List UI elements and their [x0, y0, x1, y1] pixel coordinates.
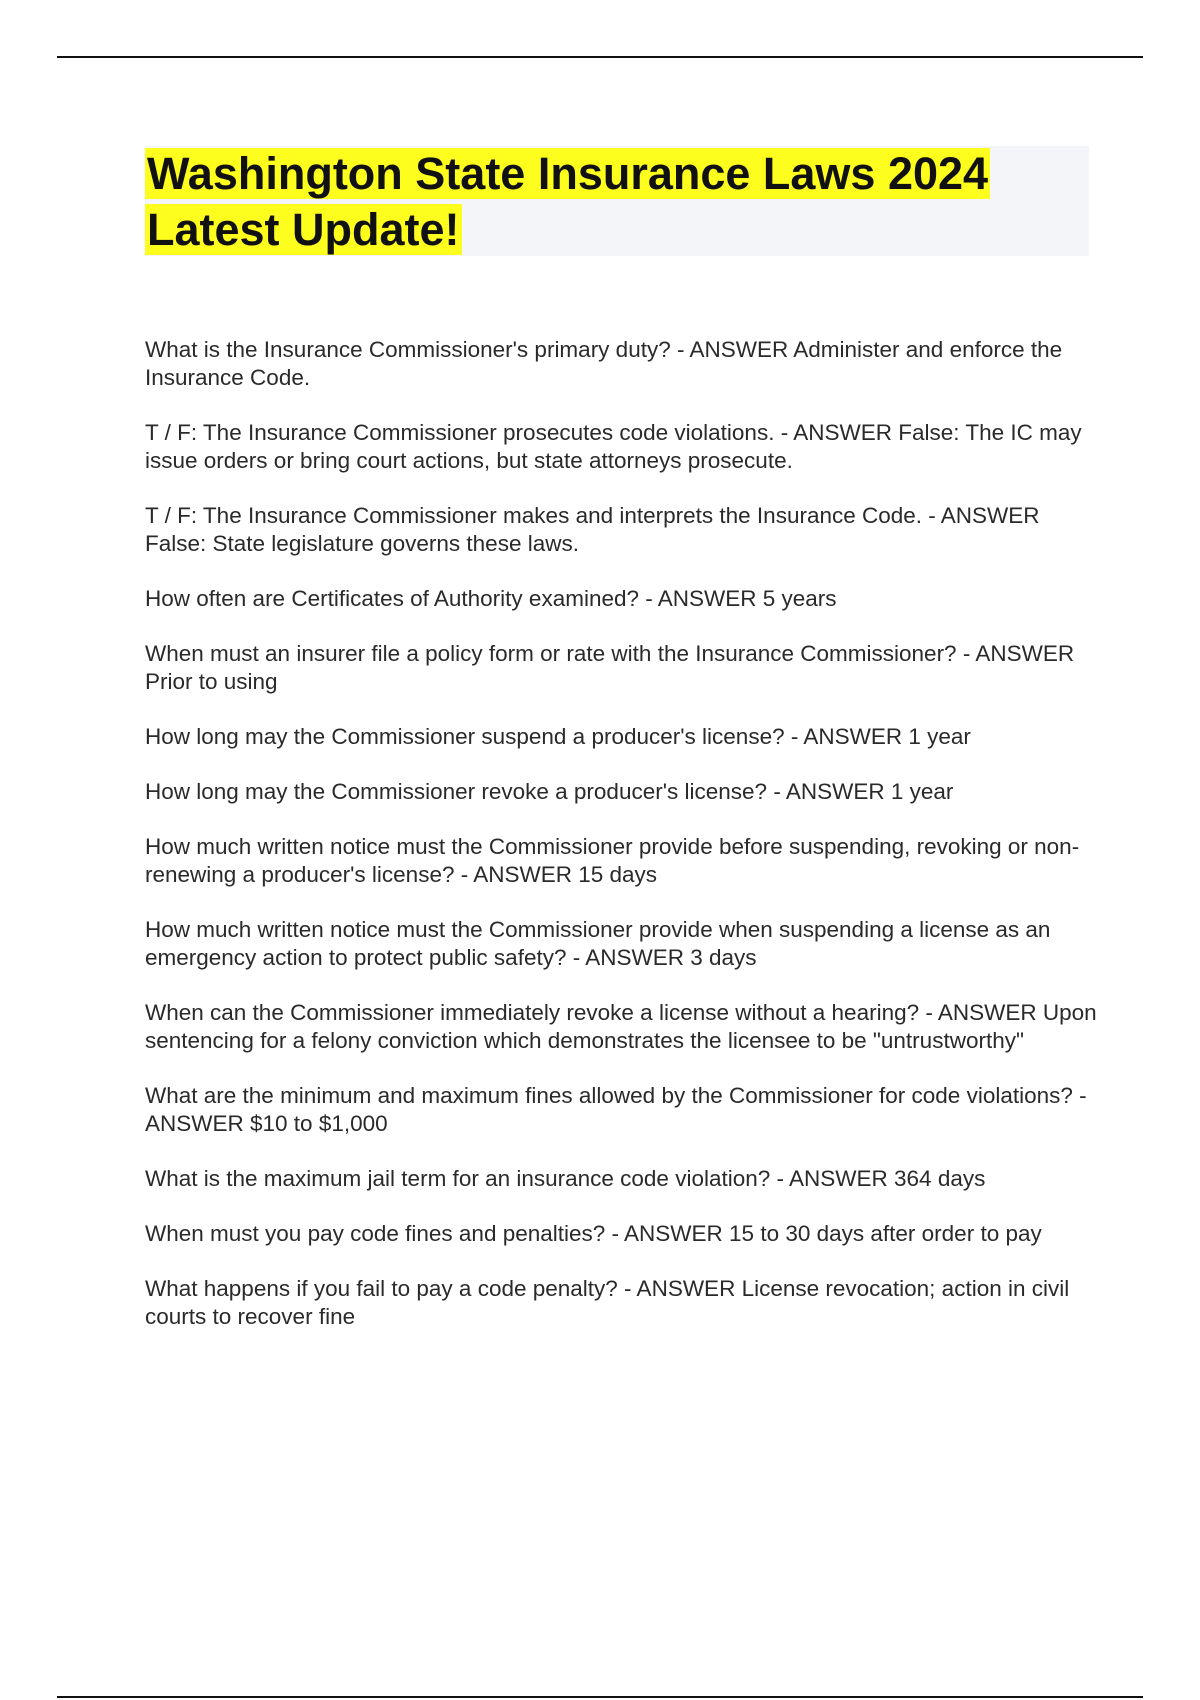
qa-item: When must an insurer file a policy form or rate with the Insurance Commissioner? - ANSWER Prior to using [145, 641, 1075, 694]
qa-item: When can the Commissioner immediately revoke a license without a hearing? - ANSWER Upon sentencing for a felony conviction which demonstrates the licensee to be "untrustworthy" [145, 1000, 1097, 1053]
qa-list [145, 336, 1100, 1358]
qa-item: T / F: The Insurance Commissioner makes and interprets the Insurance Code. - ANSWER False: State legislature governs these laws. [145, 503, 1040, 556]
qa-item: How long may the Commissioner revoke a producer's license? - ANSWER 1 year [145, 779, 954, 804]
qa-item: What happens if you fail to pay a code penalty? - ANSWER License revocation; action in civil courts to recover fine [145, 1276, 1070, 1329]
qa-item: T / F: The Insurance Commissioner prosecutes code violations. - ANSWER False: The IC may issue orders or bring court actions, but state attorneys prosecute. [145, 420, 1082, 473]
qa-item: What is the Insurance Commissioner's primary duty? - ANSWER Administer and enforce the Insurance Code. [145, 337, 1063, 390]
bottom-rule [57, 1696, 1143, 1698]
title-block [145, 146, 1089, 256]
title-highlight: Washington State Insurance Laws 2024 Latest Update! [147, 148, 989, 255]
qa-item: How much written notice must the Commissioner provide before suspending, revoking or non-renewing a producer's license? - ANSWER 15 days [145, 834, 1080, 887]
qa-item: What are the minimum and maximum fines allowed by the Commissioner for code violations? - ANSWER $10 to $1,000 [145, 1083, 1087, 1136]
page-title [145, 146, 1089, 258]
qa-item: How much written notice must the Commissioner provide when suspending a license as an emergency action to protect public safety? - ANSWER 3 days [145, 917, 1051, 970]
qa-item: How often are Certificates of Authority examined? - ANSWER 5 years [145, 586, 837, 611]
top-rule [57, 56, 1143, 58]
qa-item: When must you pay code fines and penalties? - ANSWER 15 to 30 days after order to pay [145, 1221, 1042, 1246]
qa-item: What is the maximum jail term for an insurance code violation? - ANSWER 364 days [145, 1166, 986, 1191]
qa-item: How long may the Commissioner suspend a producer's license? - ANSWER 1 year [145, 724, 971, 749]
